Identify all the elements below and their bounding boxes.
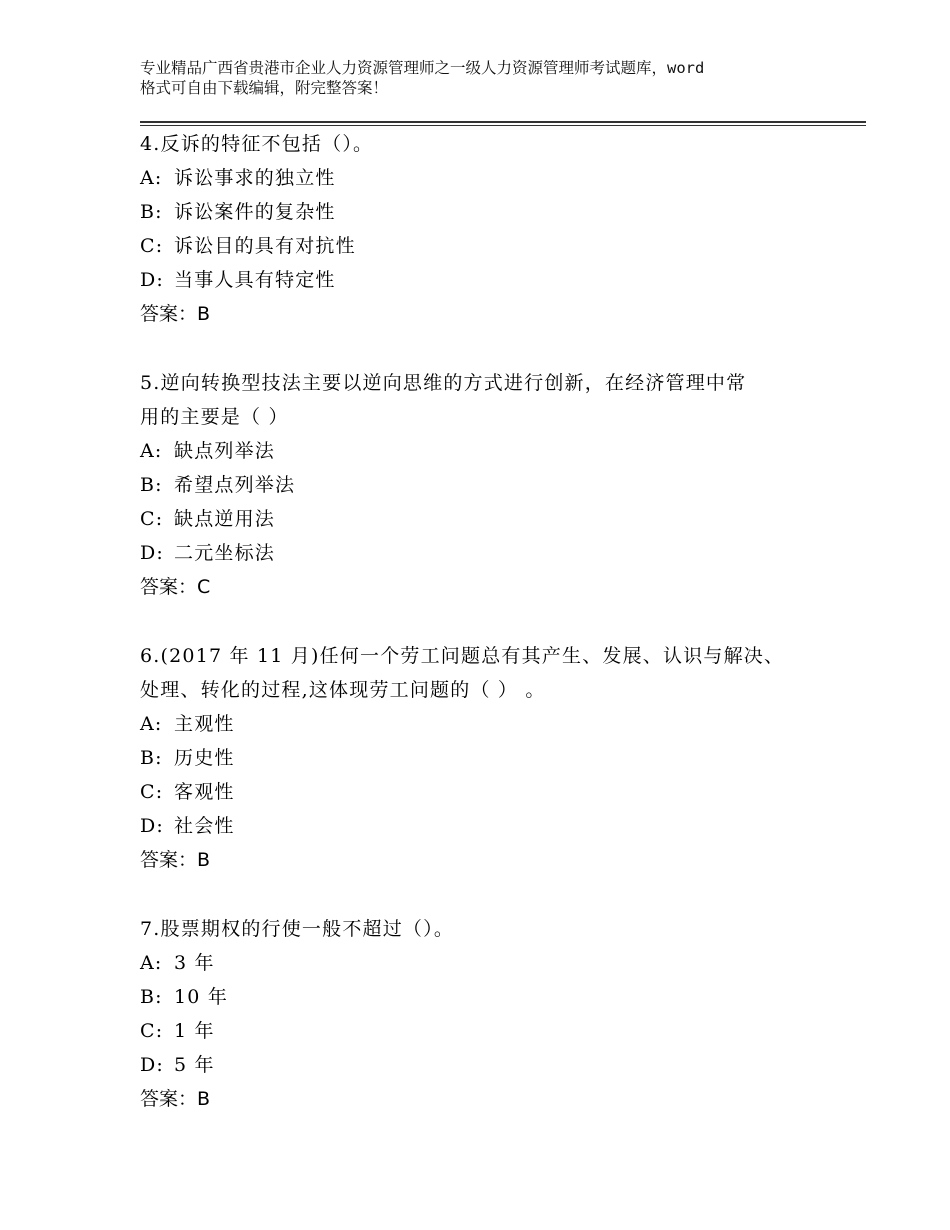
question-6-option-c — [140, 775, 235, 809]
question-5-answer: 答案：C — [140, 576, 211, 598]
option-letter: D: — [140, 1054, 165, 1076]
option-text: 10 年 — [174, 986, 229, 1008]
header-divider-thin — [140, 125, 866, 126]
question-5-option-d — [140, 536, 275, 570]
option-letter: D: — [140, 542, 165, 564]
question-5-option-a — [140, 434, 275, 468]
question-4-option-d — [140, 263, 336, 297]
option-letter: A: — [140, 952, 163, 974]
option-letter: B: — [140, 201, 163, 223]
question-7-option-c — [140, 1014, 215, 1048]
question-7-option-b — [140, 980, 228, 1014]
header-divider-thick — [140, 121, 866, 123]
question-4-option-a — [140, 161, 336, 195]
question-6-stem-line-1: 6.(2017 年 11 月)任何一个劳工问题总有其产生、发展、认识与解决、 — [140, 645, 785, 667]
question-4-answer: 答案：B — [140, 303, 211, 325]
option-text: 缺点逆用法 — [174, 508, 276, 530]
option-letter: C: — [140, 235, 164, 257]
option-letter: D: — [140, 815, 165, 837]
question-7-answer: 答案：B — [140, 1088, 211, 1110]
option-text: 诉讼目的具有对抗性 — [174, 235, 356, 257]
option-letter: B: — [140, 747, 163, 769]
question-6-stem-line-2: 处理、转化的过程,这体现劳工问题的（ ） 。 — [140, 679, 546, 701]
option-text: 诉讼事求的独立性 — [174, 167, 336, 189]
question-6-answer: 答案：B — [140, 849, 211, 871]
option-text: 5 年 — [174, 1054, 215, 1076]
option-letter: A: — [140, 713, 163, 735]
question-5-stem-line-2: 用的主要是（ ） — [140, 406, 289, 428]
question-5-stem-line-1: 5.逆向转换型技法主要以逆向思维的方式进行创新，在经济管理中常 — [140, 372, 747, 394]
question-7-option-a — [140, 946, 215, 980]
option-letter: D: — [140, 269, 165, 291]
question-6-option-b — [140, 741, 235, 775]
option-text: 诉讼案件的复杂性 — [174, 201, 336, 223]
question-7-stem: 7.股票期权的行使一般不超过（）。 — [140, 918, 455, 940]
option-text: 希望点列举法 — [174, 474, 296, 496]
question-6-option-a — [140, 707, 235, 741]
question-4-stem: 4.反诉的特征不包括（）。 — [140, 133, 374, 155]
option-text: 二元坐标法 — [174, 542, 276, 564]
option-letter: B: — [140, 474, 163, 496]
question-5-option-c — [140, 502, 275, 536]
option-letter: C: — [140, 508, 164, 530]
option-text: 历史性 — [174, 747, 235, 769]
option-text: 3 年 — [174, 952, 215, 974]
option-text: 客观性 — [174, 781, 235, 803]
header-line-1: 专业精品广西省贵港市企业人力资源管理师之一级人力资源管理师考试题库，word — [140, 59, 705, 77]
question-6-option-d — [140, 809, 235, 843]
question-4-option-b — [140, 195, 336, 229]
option-text: 当事人具有特定性 — [174, 269, 336, 291]
question-5-option-b — [140, 468, 295, 502]
option-text: 1 年 — [174, 1020, 215, 1042]
option-letter: C: — [140, 781, 164, 803]
option-letter: C: — [140, 1020, 164, 1042]
option-text: 缺点列举法 — [174, 440, 276, 462]
question-7-option-d — [140, 1048, 215, 1082]
option-text: 主观性 — [174, 713, 235, 735]
option-text: 社会性 — [174, 815, 235, 837]
option-letter: A: — [140, 167, 163, 189]
question-4-option-c — [140, 229, 356, 263]
option-letter: B: — [140, 986, 163, 1008]
document-header — [140, 58, 830, 98]
option-letter: A: — [140, 440, 163, 462]
header-line-2: 格式可自由下载编辑，附完整答案！ — [140, 79, 389, 97]
